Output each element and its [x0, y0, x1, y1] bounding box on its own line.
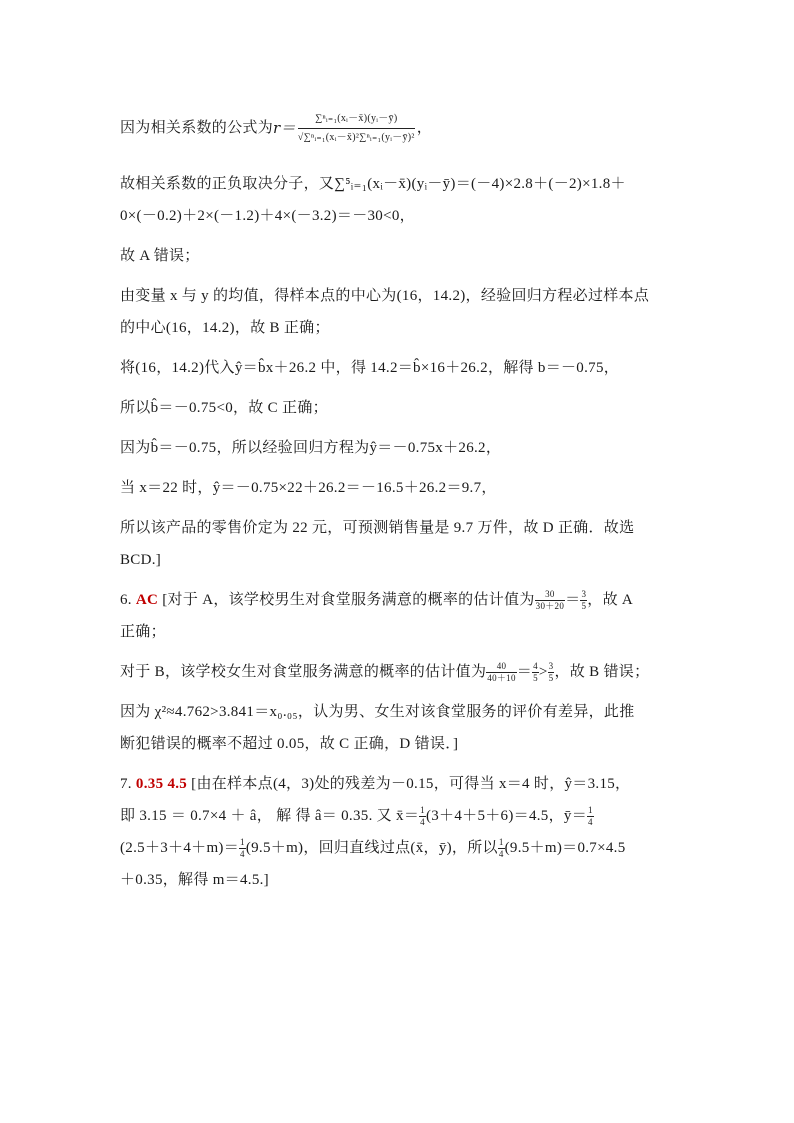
fraction-denominator: 40＋10	[487, 673, 516, 684]
text: (9.5＋m)＝0.7×4.5	[504, 840, 626, 856]
math-r: r＝	[273, 119, 296, 137]
fraction-numerator: 1	[420, 805, 425, 816]
text: ＝	[565, 592, 581, 608]
text: >	[538, 664, 548, 680]
text: (9.5＋m)，回归直线过点(x̄，ȳ)，所以	[245, 840, 498, 856]
question-7-line-4: ＋0.35，解得 m＝4.5.]	[120, 872, 269, 888]
fraction	[532, 661, 539, 684]
text: (2.5＋3＋4＋m)＝	[120, 840, 240, 856]
text: 因为相关系数的公式为	[120, 120, 274, 136]
question-6-line-5: 断犯错误的概率不超过 0.05，故 C 正确，D 错误．]	[120, 736, 459, 752]
paragraph-line: 当 x＝22 时，ŷ＝－0.75×22＋26.2＝－16.5＋26.2＝9.7，	[120, 480, 497, 496]
text: ，故 A	[587, 592, 634, 608]
fraction	[498, 837, 505, 860]
correlation-fraction	[298, 112, 415, 145]
document-body	[120, 96, 680, 904]
fraction-numerator: 3	[548, 661, 554, 672]
text: [对于 A，该学校男生对食堂服务满意的概率的估计值为	[162, 592, 535, 608]
fraction	[419, 805, 426, 828]
fraction-numerator: 1	[240, 837, 245, 848]
question-7-line-2	[120, 800, 680, 832]
question-number: 7.	[120, 776, 132, 792]
fraction-denominator: 30＋20	[535, 601, 565, 612]
fraction-denominator: 4	[240, 849, 245, 860]
question-6-line-2: 正确；	[120, 624, 166, 640]
fraction-denominator: 4	[588, 817, 593, 828]
text: (3＋4＋5＋6)＝4.5，ȳ＝	[425, 808, 587, 824]
fraction-denominator: 5	[533, 673, 538, 684]
fraction	[535, 589, 566, 612]
fraction-numerator: ∑ⁿᵢ₌₁(xᵢ－x̄)(yᵢ－ȳ)	[298, 112, 415, 129]
fraction-denominator: 5	[581, 601, 587, 612]
paragraph-line: 故 A 错误；	[120, 248, 200, 264]
text: 即 3.15 ＝ 0.7×4 ＋ â， 解 得 â＝ 0.35. 又 x̄＝	[120, 808, 420, 824]
text: 对于 B，该学校女生对食堂服务满意的概率的估计值为	[120, 664, 487, 680]
fraction-numerator: 40	[486, 661, 517, 673]
paragraph-line: 由变量 x 与 y 的均值，得样本点的中心为(16，14.2)，经验回归方程必过样本点	[120, 288, 650, 304]
fraction-denominator: 5	[548, 673, 554, 684]
question-answer: AC	[135, 592, 159, 608]
paragraph-line: 故相关系数的正负取决分子，又∑⁵ᵢ₌₁(xᵢ－x̄)(yᵢ－ȳ)＝(－4)×2.8＋(－2)×1.8＋	[120, 176, 626, 192]
fraction-numerator: 30	[535, 589, 566, 601]
text: ＝	[516, 664, 533, 680]
question-7-line-3	[120, 832, 680, 864]
question-answer: 4.5	[167, 776, 188, 792]
fraction-numerator: 1	[588, 805, 593, 816]
paragraph-line: 0×(－0.2)＋2×(－1.2)＋4×(－3.2)＝－30<0，	[120, 208, 415, 224]
paragraph-line: 所以b̂＝－0.75<0，故 C 正确；	[120, 400, 328, 416]
paragraph-line: BCD.]	[120, 552, 162, 568]
question-number: 6.	[120, 592, 132, 608]
text: ，故 B 错误；	[554, 664, 650, 680]
fraction	[239, 837, 246, 860]
fraction-denominator: 4	[498, 849, 504, 860]
question-7-line-1	[120, 768, 680, 800]
question-6-line-1	[120, 584, 680, 616]
question-6-line-3	[120, 656, 680, 688]
text: ，	[416, 120, 433, 136]
paragraph-line: 将(16，14.2)代入ŷ＝b̂x＋26.2 中，得 14.2＝b̂×16＋26.2，解得 b＝－0.75，	[120, 360, 620, 376]
fraction-denominator: √∑ⁿᵢ₌₁(xᵢ－x̄)²∑ⁿᵢ₌₁(yᵢ－ȳ)²	[297, 131, 415, 143]
paragraph-line: 因为b̂＝－0.75，所以经验回归方程为ŷ＝－0.75x＋26.2，	[120, 440, 502, 456]
question-answer: 0.35	[135, 776, 164, 792]
fraction-denominator: 4	[420, 817, 425, 828]
fraction-numerator: 4	[533, 661, 538, 672]
fraction-numerator: 1	[498, 837, 504, 848]
fraction-numerator: 3	[581, 589, 587, 600]
paragraph-line: 的中心(16，14.2)，故 B 正确；	[120, 320, 330, 336]
question-6-line-4: 因为 χ²≈4.762>3.841＝x₀.₀₅，认为男、女生对该食堂服务的评价有差异，此推	[120, 704, 635, 720]
fraction	[486, 661, 517, 684]
paragraph-line: 所以该产品的零售价定为 22 元，可预测销售量是 9.7 万件，故 D 正确．故选	[120, 520, 635, 536]
text: [由在样本点(4，3)处的残差为－0.15，可得当 x＝4 时，ŷ＝3.15，	[191, 776, 631, 792]
paragraph-correlation-formula	[120, 96, 680, 160]
fraction	[587, 805, 594, 828]
